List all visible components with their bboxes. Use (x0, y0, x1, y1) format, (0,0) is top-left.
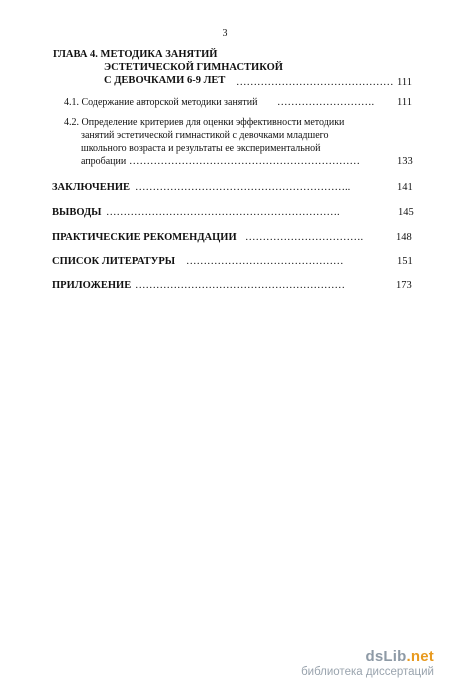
section-4-2-line-4: апробации (81, 156, 127, 167)
watermark-brand-suffix: .net (406, 648, 434, 665)
watermark-tagline: библиотека диссертаций (301, 666, 434, 678)
section-4-2-dot-leader: ………………………………………………………… (129, 156, 360, 167)
chapter-4-title-line-3: С ДЕВОЧКАМИ 6-9 ЛЕТ (104, 75, 226, 86)
section-4-2-line-3: школьного возраста и результаты ее экспериментальной (81, 143, 321, 154)
section-4-2-line-2: занятий эстетической гимнастикой с девочками младшего (81, 130, 329, 141)
chapter-4-title-line-1: ГЛАВА 4. МЕТОДИКА ЗАНЯТИЙ (53, 49, 218, 60)
recommendations-label: ПРАКТИЧЕСКИЕ РЕКОМЕНДАЦИИ (52, 232, 237, 243)
chapter-4-dot-leader: ……………………………………… (236, 77, 394, 88)
findings-label: ВЫВОДЫ (52, 207, 102, 218)
page-number: 3 (222, 28, 228, 39)
recommendations-dot-leader: ……………………………. (245, 232, 364, 243)
section-4-1-page: 111 (397, 97, 412, 108)
findings-page: 145 (398, 207, 414, 218)
appendix-label: ПРИЛОЖЕНИЕ (52, 280, 132, 291)
watermark-logo (301, 648, 434, 665)
appendix-dot-leader: …………………………………………………… (135, 280, 345, 291)
findings-dot-leader: …………………………………………………………. (106, 207, 340, 218)
conclusion-page: 141 (397, 182, 413, 193)
recommendations-page: 148 (396, 232, 412, 243)
conclusion-dot-leader: …………………………………………………….. (135, 182, 351, 193)
references-page: 151 (397, 256, 413, 267)
section-4-1-text: 4.1. Содержание авторской методики занятий (64, 97, 258, 108)
section-4-2-line-1: 4.2. Определение критериев для оценки эффективности методики (64, 117, 345, 128)
references-dot-leader: ……………………………………… (186, 256, 344, 267)
appendix-page: 173 (396, 280, 412, 291)
conclusion-label: ЗАКЛЮЧЕНИЕ (52, 182, 131, 193)
dslib-watermark (301, 648, 434, 678)
section-4-2-page: 133 (397, 156, 413, 167)
references-label: СПИСОК ЛИТЕРАТУРЫ (52, 256, 176, 267)
chapter-4-page: 111 (397, 77, 412, 88)
watermark-brand-main: dsLib (365, 648, 407, 665)
section-4-1-dot-leader: ………………………. (277, 97, 375, 108)
chapter-4-title-line-2: ЭСТЕТИЧЕСКОЙ ГИМНАСТИКОЙ (104, 62, 283, 73)
